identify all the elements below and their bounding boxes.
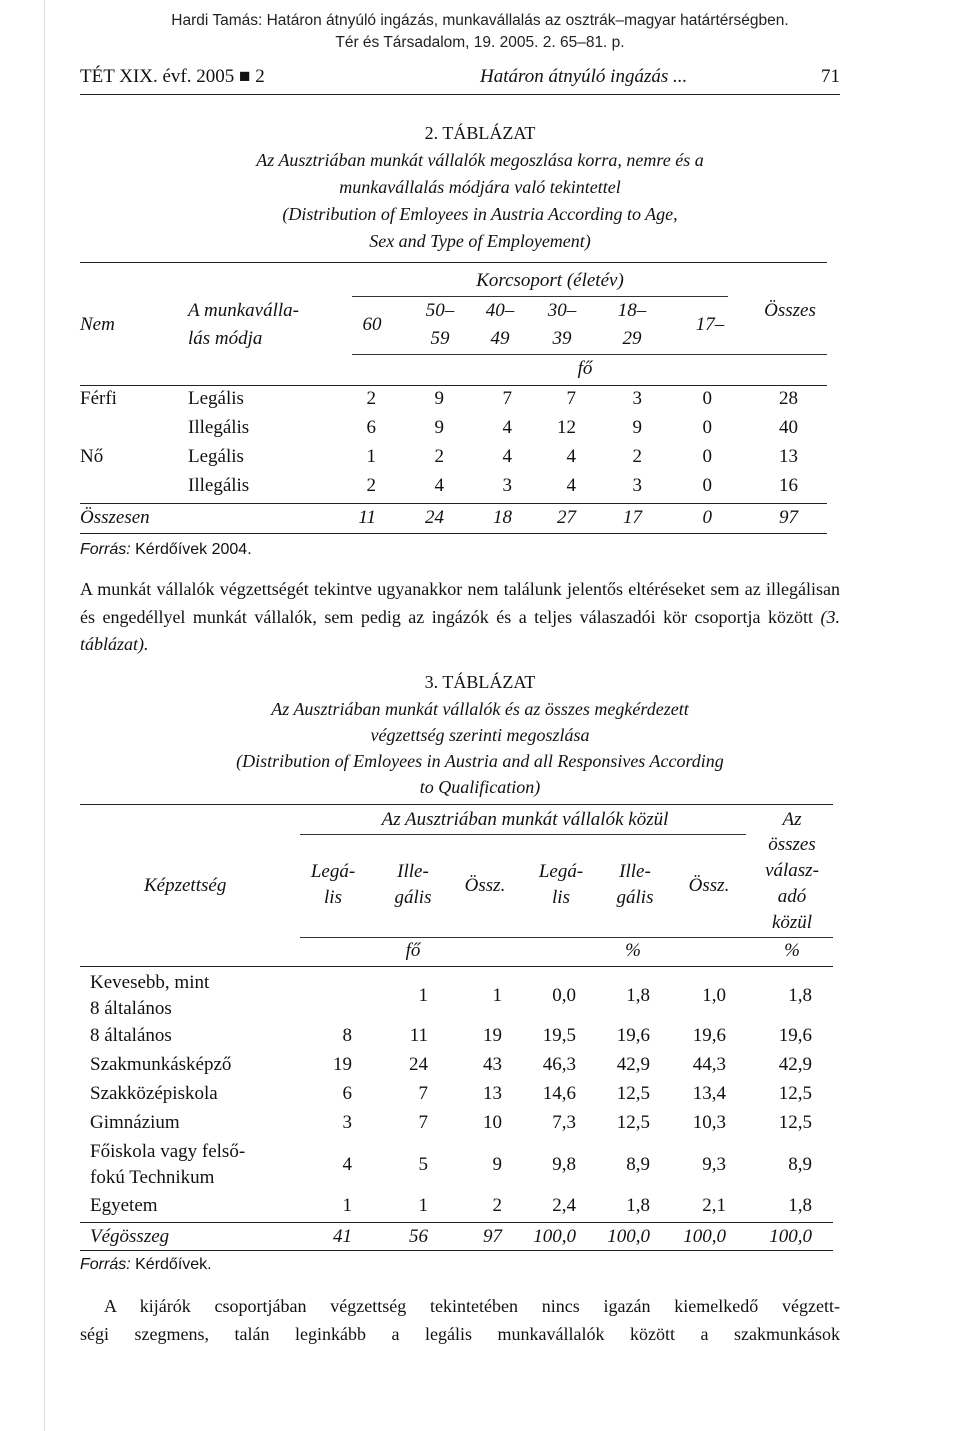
table3-col-legalis-pct-b: lis [552, 887, 570, 908]
table2-col-osszes: Összes [764, 300, 816, 321]
table3-source [80, 1256, 212, 1274]
table3-cell: 8,9 [788, 1154, 812, 1175]
table2-total-cell: 11 [358, 507, 376, 528]
table3-unit-rule [300, 937, 833, 938]
table3-cell: 1,8 [788, 985, 812, 1006]
table3-number: 3. TÁBLÁZAT [424, 672, 536, 692]
table2-total-cell: 27 [557, 507, 576, 528]
table2-cell: 2 [434, 446, 444, 467]
table3-cell: 19,5 [542, 1025, 576, 1046]
table2-cell: 13 [779, 446, 798, 467]
table2-source-text: Kérdőívek 2004. [135, 541, 252, 558]
table2-cell: 16 [779, 475, 798, 496]
table3-total-label: Végösszeg [90, 1226, 170, 1247]
table3-top-rule [80, 804, 833, 805]
table3-col-ossz-pct: Össz. [688, 875, 730, 896]
table3-cell: 11 [409, 1025, 428, 1046]
table3-cell: 1 [418, 1195, 428, 1216]
table3-cell: 6 [342, 1083, 352, 1104]
table3-cell: 2,4 [552, 1195, 576, 1216]
citation-header [0, 10, 960, 54]
table2-col-nem: Nem [80, 314, 115, 335]
table2-cell: 0 [702, 388, 712, 409]
table3-cell: 1,0 [702, 985, 726, 1006]
table2-cell: 9 [632, 417, 642, 438]
table3-total-cell: 100,0 [533, 1226, 576, 1247]
table3-all-1: Az [782, 809, 802, 830]
table3-cell: 24 [409, 1054, 428, 1075]
table2-title-3: (Distribution of Emloyees in Austria According to Age, [282, 204, 678, 224]
table2-row-mode: Legális [188, 388, 244, 409]
table3-unit-pct: % [625, 940, 641, 961]
table3-cell: 14,6 [542, 1083, 576, 1104]
paragraph-2-line-1: A kijárók csoportjában végzettség tekintetében nincs igazán kiemelkedő végzett- [104, 1296, 840, 1316]
table3-cell: 10,3 [692, 1112, 726, 1133]
table3-cell: 12,5 [778, 1083, 812, 1104]
table2-cell: 9 [434, 388, 444, 409]
table2-unit: fő [577, 358, 593, 379]
header-rule [80, 94, 840, 95]
table3-cell: 19 [333, 1054, 352, 1075]
table3-cell: 1 [418, 985, 428, 1006]
table2-source-label: Forrás: [80, 541, 131, 558]
table3-cell: 8 [342, 1025, 352, 1046]
table3-row-label: Gimnázium [90, 1112, 180, 1133]
table3-group-header: Az Ausztriában munkát vállalók közül [381, 809, 669, 830]
table3-total-cell: 56 [409, 1226, 428, 1247]
table2-col-50a: 50– [425, 300, 455, 321]
table2-cell: 4 [502, 417, 512, 438]
table3-row-label: fokú Technikum [90, 1167, 215, 1188]
table3-col-illegalis-pct-a: Ille- [619, 861, 651, 882]
table2-cell: 1 [366, 446, 376, 467]
table3-cell: 7,3 [552, 1112, 576, 1133]
table2-total-cell: 17 [623, 507, 642, 528]
paragraph-1 [80, 576, 840, 659]
citation-line-2: Tér és Társadalom, 19. 2005. 2. 65–81. p. [335, 34, 625, 51]
table3-cell: 0,0 [552, 985, 576, 1006]
table3-cell: 7 [418, 1112, 428, 1133]
table3-cell: 10 [483, 1112, 502, 1133]
table3-col-illegalis-pct-b: gális [616, 887, 654, 908]
table2-col-18a: 18– [617, 300, 647, 321]
table3-cell: 13 [483, 1083, 502, 1104]
running-header-journal: TÉT XIX. évf. 2005 ■ 2 [80, 66, 265, 87]
table2-col-18b: 29 [622, 328, 642, 349]
table2-total-rule [80, 503, 827, 504]
table2-cell: 28 [779, 388, 798, 409]
table2-total-cell: 0 [702, 507, 712, 528]
citation-line-1: Hardi Tamás: Határon átnyúló ingázás, munkavállalás az osztrák–magyar határtérségben. [171, 12, 789, 29]
table3-all-3: válasz- [765, 860, 819, 881]
table3-cell: 19,6 [778, 1025, 812, 1046]
paragraph-1-ref: (3. táblázat). [80, 606, 840, 654]
table3-cell: 42,9 [616, 1054, 650, 1075]
table2-col-50b: 59 [430, 328, 450, 349]
table2-source [80, 541, 252, 559]
table2-total-cell: 24 [425, 507, 444, 528]
table3-cell: 46,3 [542, 1054, 576, 1075]
table3-cell: 42,9 [778, 1054, 812, 1075]
running-header-title: Határon átnyúló ingázás ... [480, 66, 688, 87]
table2-col-30a: 30– [547, 300, 577, 321]
table2-header-rule [80, 385, 827, 386]
table3-cell: 2,1 [702, 1195, 726, 1216]
table3-title-2: végzettség szerinti megoszlása [370, 725, 590, 745]
table2-cell: 6 [366, 417, 376, 438]
table2-cell: 0 [702, 417, 712, 438]
table2-cell: 0 [702, 475, 712, 496]
table2-group-header: Korcsoport (életév) [476, 270, 624, 291]
table3-title-1: Az Ausztriában munkát vállalók és az összes megkérdezett [271, 699, 689, 719]
table2-cell: 2 [366, 475, 376, 496]
table2-group-rule [352, 296, 728, 297]
table3-cell: 1,8 [626, 985, 650, 1006]
table2-total-cell: 18 [493, 507, 512, 528]
table2-cell: 3 [632, 388, 642, 409]
table3-cell: 2 [492, 1195, 502, 1216]
table3-header-rule [80, 966, 833, 967]
table3-cell: 8,9 [626, 1154, 650, 1175]
paragraph-1-text: A munkát vállalók végzettségét tekintve ugyanakkor nem találunk jelentős eltéréseket sem az illegálisan és engedéllyel munkát vállalók, sem pedig az ingázók és a teljes válaszadói kör csoportja között [80, 579, 840, 627]
table3-unit-pct-all: % [784, 940, 800, 961]
table3-title-4: to Qualification) [419, 777, 541, 797]
table3-col-legalis-a: Legá- [310, 861, 356, 882]
table3-all-2: összes [768, 834, 816, 855]
table2-cell: 9 [434, 417, 444, 438]
table3-cell: 43 [483, 1054, 502, 1075]
table2-cell: 40 [779, 417, 798, 438]
table2-top-rule [80, 262, 827, 263]
table2-cell: 2 [632, 446, 642, 467]
table3-total-cell: 100,0 [607, 1226, 650, 1247]
table3-row-label: Kevesebb, mint [90, 972, 210, 993]
page-number: 71 [821, 66, 840, 87]
table2-col-17: 17– [695, 314, 725, 335]
table2-cell: 7 [502, 388, 512, 409]
table3-title-3: (Distribution of Emloyees in Austria and all Responsives According [236, 751, 724, 771]
table3-cell: 19,6 [616, 1025, 650, 1046]
table2-cell: 12 [557, 417, 576, 438]
table3-cell: 1,8 [788, 1195, 812, 1216]
table3-row-label: 8 általános [90, 1025, 172, 1046]
table3-cell: 19 [483, 1025, 502, 1046]
table2-row-sex: Férfi [80, 388, 117, 409]
table3-cell: 44,3 [692, 1054, 726, 1075]
table3-row-label: Szakközépiskola [90, 1083, 218, 1104]
table2-title-2: munkavállalás módjára való tekintettel [339, 177, 621, 197]
table3-cell: 4 [342, 1154, 352, 1175]
table3-source-label: Forrás: [80, 1256, 131, 1273]
table3-bottom-rule [80, 1250, 833, 1251]
table3-unit-fo: fő [405, 940, 421, 961]
table3-all-5: közül [771, 912, 813, 933]
paragraph-2-line-2: ségi szegmens, talán leginkább a legális munkavállalók között a szakmunkások [80, 1323, 840, 1344]
table3-cell: 9,3 [702, 1154, 726, 1175]
table3-source-text: Kérdőívek. [135, 1256, 212, 1273]
table2-title-4: Sex and Type of Employement) [369, 231, 591, 251]
table2-row-mode: Illegális [188, 475, 250, 496]
table3-cell: 13,4 [692, 1083, 726, 1104]
table2-col-40b: 49 [490, 328, 510, 349]
table3-cell: 5 [418, 1154, 428, 1175]
table3-all-4: adó [777, 886, 807, 907]
table3-row-label: Szakmunkásképző [90, 1054, 232, 1075]
table3-cell: 1,8 [626, 1195, 650, 1216]
table3-cell: 19,6 [692, 1025, 726, 1046]
table3-col-kepzettseg: Képzettség [144, 875, 227, 896]
table3-col-illegalis-a: Ille- [397, 861, 429, 882]
table3-cell: 9,8 [552, 1154, 576, 1175]
table2-cell: 4 [502, 446, 512, 467]
table3-total-cell: 97 [483, 1226, 502, 1247]
table3-col-legalis-b: lis [324, 887, 342, 908]
table2-col-30b: 39 [552, 328, 572, 349]
table3-cell: 7 [418, 1083, 428, 1104]
table3-total-cell: 100,0 [769, 1226, 812, 1247]
table3-total-cell: 100,0 [683, 1226, 726, 1247]
table3-total-cell: 41 [333, 1226, 352, 1247]
table3-row-label: Egyetem [90, 1195, 158, 1216]
table2-col-mode-2: lás módja [188, 328, 263, 349]
table2-unit-rule [352, 354, 827, 355]
table2-cell: 0 [702, 446, 712, 467]
table2-col-60: 60 [362, 314, 382, 335]
table2-title-1: Az Ausztriában munkát vállalók megoszlása korra, nemre és a [256, 150, 704, 170]
table3-total-rule [80, 1222, 833, 1223]
table2-cell: 7 [566, 388, 576, 409]
table3-cell: 12,5 [778, 1112, 812, 1133]
table3-cell: 12,5 [616, 1083, 650, 1104]
table3-row-label: Főiskola vagy felső- [90, 1141, 246, 1162]
table2-cell: 4 [566, 475, 576, 496]
table2-cell: 3 [632, 475, 642, 496]
table2-cell: 3 [502, 475, 512, 496]
table3-cell: 1 [492, 985, 502, 1006]
table2-number: 2. TÁBLÁZAT [424, 123, 536, 143]
table3-col-illegalis-b: gális [394, 887, 432, 908]
table3-cell: 12,5 [616, 1112, 650, 1133]
table2-row-mode: Legális [188, 446, 244, 467]
table2-total-cell: 97 [779, 507, 798, 528]
table3-col-legalis-pct-a: Legá- [538, 861, 584, 882]
table2-row-mode: Illegális [188, 417, 250, 438]
table3-cell: 9 [492, 1154, 502, 1175]
table3-col-ossz: Össz. [464, 875, 506, 896]
table2-col-40a: 40– [485, 300, 515, 321]
table3-row-label: 8 általános [90, 998, 172, 1019]
table2-cell: 2 [366, 388, 376, 409]
table3-group-rule [300, 834, 746, 835]
table2-bottom-rule [80, 533, 827, 534]
table3-cell: 1 [342, 1195, 352, 1216]
paragraph-2 [80, 1293, 840, 1348]
table2-total-label: Összesen [80, 507, 150, 528]
table2-cell: 4 [566, 446, 576, 467]
table2-row-sex: Nő [80, 446, 104, 467]
table2-col-mode-1: A munkavállа- [188, 300, 299, 321]
table2-cell: 4 [434, 475, 444, 496]
table3-cell: 3 [342, 1112, 352, 1133]
